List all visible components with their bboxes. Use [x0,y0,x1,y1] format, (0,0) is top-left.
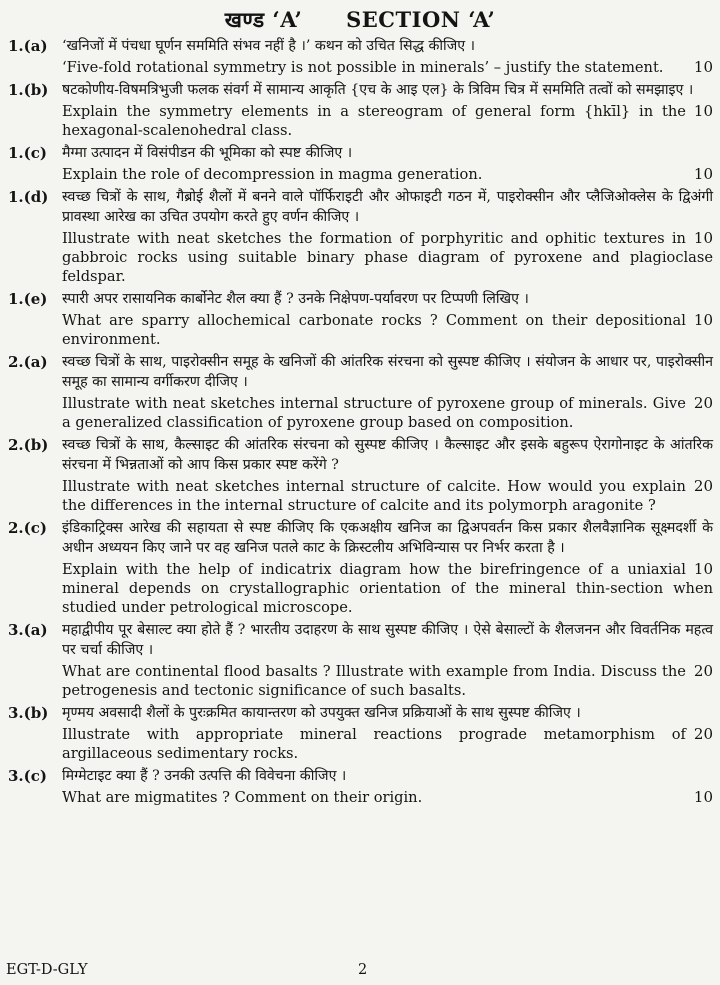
section-heading-english: SECTION ‘A’ [346,7,496,32]
question-number: 3.(a) [8,621,48,639]
page-footer [0,958,720,982]
question-text-hindi: स्वच्छ चित्रों के साथ, गैब्रोई शैलों में बनने वाले पॉर्फिराइटी और ओफाइटी गठन में, पाइरोक्सीन और प्लैजिओक्लेस के द्विअंगी प्रावस्था आरेख का उचित उपयोग करते हुए वर्णन कीजिए । [62,189,713,225]
question-number: 3.(c) [8,767,47,785]
page-number: 2 [358,962,368,978]
question-marks: 10 [693,58,713,76]
question-text-english: 20 Illustrate with neat sketches internal structure of calcite. How would you explain the differences in the internal structure of calcite and its polymorph aragonite ? [62,477,713,514]
question-text-hindi: स्पारी अपर रासायनिक कार्बोनेट शैल क्या हैं ? उनके निक्षेपण-पर्यावरण पर टिप्पणी लिखिए । [62,291,529,307]
question-marks: 20 [693,477,713,495]
question-text-hindi: मैग्मा उत्पादन में विसंपीडन की भूमिका को स्पष्ट कीजिए । [62,145,353,161]
question-1d [2,187,717,286]
paper-code: EGT-D-GLY [6,962,88,978]
question-marks: 10 [693,165,713,183]
question-text-english: 10 ‘Five-fold rotational symmetry is not possible in minerals’ – justify the statement. [62,58,713,76]
question-number: 1.(a) [8,37,48,55]
question-text-hindi: ‘खनिजों में पंचधा घूर्णन सममिति संभव नहीं है ।’ कथन को उचित सिद्ध कीजिए । [62,38,475,54]
question-text-hindi: स्वच्छ चित्रों के साथ, कैल्साइट की आंतरिक संरचना को सुस्पष्ट कीजिए । कैल्साइट और इसके बहुरूप ऐरागोनाइट के आंतरिक संरचना में भिन्नताओं को आप किस प्रकार स्पष्ट करेंगे ? [62,437,713,473]
question-3c [2,766,717,807]
section-heading [0,0,720,36]
question-2a [2,352,717,432]
question-number: 1.(b) [8,81,49,99]
question-text-english: 10 Explain with the help of indicatrix diagram how the birefringence of a uniaxial mineral depends on crystallographic orientation of the mineral thin-section when studied under petrological microscope. [62,560,713,616]
question-text-english: 20 Illustrate with appropriate mineral reactions prograde metamorphism of argillaceous sedimentary rocks. [62,725,713,762]
question-3b [2,703,717,763]
question-3a [2,620,717,700]
question-marks: 10 [693,229,713,247]
question-marks: 20 [693,662,713,680]
question-2c [2,518,717,617]
question-text-hindi: मिग्मेटाइट क्या हैं ? उनकी उत्पत्ति की विवेचना कीजिए । [62,768,347,784]
question-1c [2,143,717,184]
question-text-english: 10 Explain the role of decompression in magma generation. [62,165,713,183]
question-text-hindi: स्वच्छ चित्रों के साथ, पाइरोक्सीन समूह के खनिजों की आंतरिक संरचना को सुस्पष्ट कीजिए । संयोजन के आधार पर, पाइरोक्सीन समूह का सामान्य वर्गीकरण दीजिए । [62,354,713,390]
question-text-hindi: षटकोणीय-विषमत्रिभुजी फलक संवर्ग में सामान्य आकृति {एच के आइ एल} के त्रिविम चित्र में सममिति तत्वों को समझाइए । [62,82,694,98]
question-number: 2.(b) [8,436,49,454]
question-marks: 20 [693,725,713,743]
question-text-english: 10 What are migmatites ? Comment on their origin. [62,788,713,806]
question-number: 3.(b) [8,704,49,722]
question-list [0,36,720,807]
question-1a [2,36,717,77]
question-marks: 20 [693,394,713,412]
question-number: 2.(a) [8,353,48,371]
question-number: 1.(d) [8,188,49,206]
question-text-english: 10 Illustrate with neat sketches the formation of porphyritic and ophitic textures in gabbroic rocks using suitable binary phase diagram of pyroxene and plagioclase feldspar. [62,229,713,285]
question-text-hindi: इंडिकाट्रिक्स आरेख की सहायता से स्पष्ट कीजिए कि एकअक्षीय खनिज का द्विअपवर्तन किस प्रकार शैलवैज्ञानिक सूक्ष्मदर्शी के अधीन अध्ययन किए जाने पर वह खनिज पतले काट के क्रिस्टलीय अभिविन्यास पर निर्भर करता है । [62,520,713,556]
question-marks: 10 [693,560,713,578]
question-2b [2,435,717,515]
question-1e [2,289,717,349]
section-heading-hindi: खण्ड ‘A’ [224,7,303,32]
question-marks: 10 [693,311,713,329]
question-text-english: 10 What are sparry allochemical carbonate rocks ? Comment on their depositional environment. [62,311,713,348]
question-text-english: 10 Explain the symmetry elements in a stereogram of general form {hkīl} in the hexagonal-scalenohedral class. [62,102,713,139]
question-number: 1.(c) [8,144,47,162]
question-marks: 10 [693,788,713,806]
question-1b [2,80,717,140]
question-text-hindi: मृण्मय अवसादी शैलों के पुरःक्रमित कायान्तरण को उपयुक्त खनिज प्रक्रियाओं के साथ सुस्पष्ट कीजिए । [62,705,581,721]
question-text-hindi: महाद्वीपीय पूर बेसाल्ट क्या होते हैं ? भारतीय उदाहरण के साथ सुस्पष्ट कीजिए । ऐसे बेसाल्टों के शैलजनन और विवर्तनिक महत्व पर चर्चा कीजिए । [62,622,713,658]
question-text-english: 20 What are continental flood basalts ? Illustrate with example from India. Discuss the petrogenesis and tectonic significance of such basalts. [62,662,713,699]
question-number: 2.(c) [8,519,47,537]
question-marks: 10 [693,102,713,120]
question-text-english: 20 Illustrate with neat sketches internal structure of pyroxene group of minerals. Give a generalized classification of pyroxene group based on composition. [62,394,713,431]
question-number: 1.(e) [8,290,48,308]
